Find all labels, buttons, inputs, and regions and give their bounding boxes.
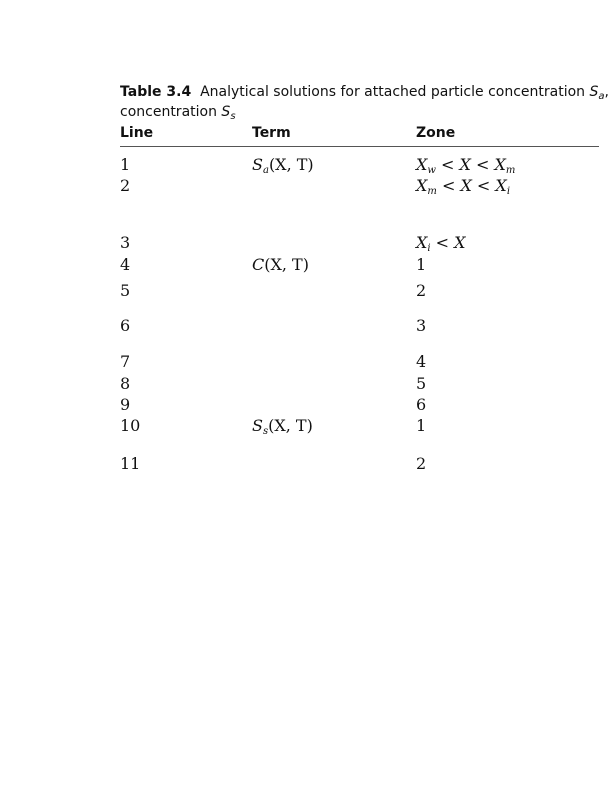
cell-line: 2 xyxy=(120,176,131,195)
caption-line-2 xyxy=(120,102,599,122)
cell-zone: 6 xyxy=(416,395,427,414)
zone-upper-subscript: m xyxy=(505,165,516,176)
cell-zone: 2 xyxy=(416,281,427,300)
term-symbol: C xyxy=(252,255,265,274)
table-row xyxy=(0,374,599,394)
zone-operator: < xyxy=(430,233,455,252)
zone-right-symbol: X xyxy=(454,233,466,252)
table-row xyxy=(0,155,599,175)
term-args: (X, T) xyxy=(264,255,309,274)
table-row xyxy=(0,352,599,372)
cell-zone xyxy=(416,155,515,175)
table-row xyxy=(0,281,599,301)
caption-punct: , xyxy=(604,84,609,100)
table-row xyxy=(0,395,599,415)
cell-term xyxy=(252,155,314,175)
cell-line: 9 xyxy=(120,395,131,414)
cell-zone: 1 xyxy=(416,255,427,274)
zone-upper-symbol: X xyxy=(494,155,506,174)
table-label: Table 3.4 xyxy=(120,84,192,100)
cell-line: 6 xyxy=(120,316,131,335)
caption-symbol-ss: S xyxy=(221,104,231,120)
cell-line: 11 xyxy=(120,454,141,473)
zone-operator: < xyxy=(471,176,496,195)
caption-symbol-ss-subscript: s xyxy=(230,111,236,122)
cell-line: 1 xyxy=(120,155,131,174)
term-subscript: s xyxy=(262,426,269,437)
cell-line: 5 xyxy=(120,281,131,300)
table-row xyxy=(0,316,599,336)
caption-text: Analytical solutions for attached particle concentration xyxy=(200,84,590,100)
cell-zone: 5 xyxy=(416,374,427,393)
zone-lower-symbol: X xyxy=(416,176,428,195)
cell-zone xyxy=(416,233,466,253)
cell-zone xyxy=(416,176,510,196)
zone-lower-symbol: X xyxy=(416,155,428,174)
cell-line: 3 xyxy=(120,233,131,252)
table-row xyxy=(0,176,599,196)
term-subscript: a xyxy=(262,165,269,176)
zone-upper-symbol: X xyxy=(495,176,507,195)
header-term: Term xyxy=(252,125,291,141)
zone-lower-subscript: w xyxy=(427,165,436,176)
cell-zone: 1 xyxy=(416,416,427,435)
table-row xyxy=(0,255,599,275)
term-symbol: S xyxy=(252,416,263,435)
cell-line: 8 xyxy=(120,374,131,393)
cell-term xyxy=(252,416,313,436)
zone-lower-subscript: m xyxy=(427,186,437,197)
cell-zone: 2 xyxy=(416,454,427,473)
cell-line: 4 xyxy=(120,255,131,274)
zone-operator: < xyxy=(470,155,495,174)
term-args: (X, T) xyxy=(268,416,313,435)
cell-term xyxy=(252,255,309,275)
table-row xyxy=(0,416,599,436)
header-zone: Zone xyxy=(416,125,456,141)
cell-zone: 3 xyxy=(416,316,427,335)
zone-left-symbol: X xyxy=(416,233,428,252)
header-rule xyxy=(120,146,599,147)
table-row xyxy=(0,454,599,474)
zone-operator: < xyxy=(436,176,461,195)
zone-upper-subscript: i xyxy=(506,186,511,197)
term-args: (X, T) xyxy=(268,155,314,174)
table-header xyxy=(0,124,599,142)
zone-variable-symbol: X xyxy=(459,155,471,174)
cell-zone: 4 xyxy=(416,352,427,371)
caption-symbol-sa-subscript: a xyxy=(598,91,605,102)
caption-text-2: concentration xyxy=(120,104,222,120)
table-caption xyxy=(120,82,609,122)
zone-left-subscript: i xyxy=(427,243,431,254)
term-symbol: S xyxy=(252,155,263,174)
cell-line: 10 xyxy=(120,416,141,435)
caption-line-1 xyxy=(120,82,609,102)
cell-line: 7 xyxy=(120,352,131,371)
table-row xyxy=(0,233,599,253)
zone-variable-symbol: X xyxy=(460,176,472,195)
caption-symbol-sa: S xyxy=(589,84,599,100)
header-line: Line xyxy=(120,125,154,141)
zone-operator: < xyxy=(435,155,460,174)
